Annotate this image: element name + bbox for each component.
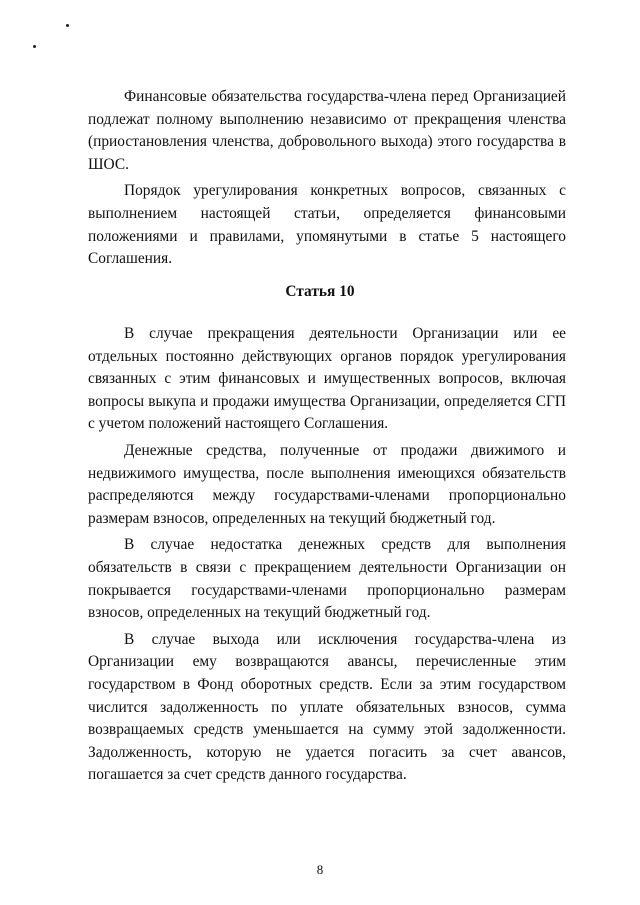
text-line: Задолженность, которую не удается погасить за счет авансов, (88, 743, 566, 761)
article-heading: Статья 10 (285, 283, 355, 300)
scan-speck (33, 45, 36, 48)
paragraph (88, 629, 566, 787)
top-section (88, 86, 566, 271)
paragraph (88, 440, 566, 530)
text-line: покрывается государствами-членами пропорционально размерам (88, 581, 566, 599)
text-line: В случае выхода или исключения государства-члена из (124, 630, 566, 648)
text-line: недвижимого имущества, после выполнения имеющихся обязательств (88, 464, 566, 482)
text-line: государством в Фонд оборотных средств. Если за этим государством (88, 675, 566, 693)
text-line: взносов, определенных на текущий бюджетный год. (88, 604, 431, 622)
article-body (88, 323, 566, 787)
text-line: вопросы выкупа и продажи имущества Организации, определяется СГП (88, 392, 566, 410)
text-line: В случае прекращения деятельности Организации или ее (124, 325, 566, 342)
text-line: возвращаемых средств уменьшается на сумму этой задолженности. (88, 721, 566, 739)
paragraph (88, 86, 566, 176)
text-line: Организации ему возвращаются авансы, перечисленные этим (88, 653, 566, 671)
text-line: ШОС. (88, 155, 129, 173)
text-line: с учетом положений настоящего Соглашения. (88, 415, 389, 433)
text-line: погашается за счет средств данного государства. (88, 766, 407, 784)
paragraph (88, 534, 566, 624)
scan-speck (66, 24, 69, 27)
text-line: Порядок урегулирования конкретных вопросов, связанных с (124, 182, 566, 200)
text-line: (приостановления членства, добровольного выхода) этого государства в (88, 133, 566, 151)
text-line: связанных с этим финансовых и имущественных вопросов, включая (88, 370, 566, 388)
text-line: распределяются между государствами-членами пропорционально (88, 487, 566, 505)
text-line: Финансовые обязательства государства-члена перед Организацией (124, 88, 566, 105)
text-line: В случае недостатка денежных средств для выполнения (124, 536, 566, 554)
text-line: положениями и правилами, упомянутыми в статье 5 настоящего (88, 227, 566, 245)
text-line: Денежные средства, полученные от продажи движимого и (124, 441, 566, 459)
text-line: отдельных постоянно действующих органов порядок урегулирования (88, 347, 566, 365)
paragraph (88, 180, 566, 270)
text-line: числится задолженность по уплате обязательных взносов, сумма (88, 698, 566, 716)
text-line: подлежат полному выполнению независимо от прекращения членства (88, 110, 566, 128)
paragraph (88, 323, 566, 436)
text-line: Соглашения. (88, 250, 173, 268)
page-number: 8 (316, 862, 324, 877)
text-line: размерам взносов, определенных на текущий бюджетный год. (88, 509, 496, 527)
text-line: обязательств в связи с прекращением деятельности Организации он (88, 558, 566, 576)
text-line: выполнением настоящей статьи, определяется финансовыми (88, 204, 566, 222)
